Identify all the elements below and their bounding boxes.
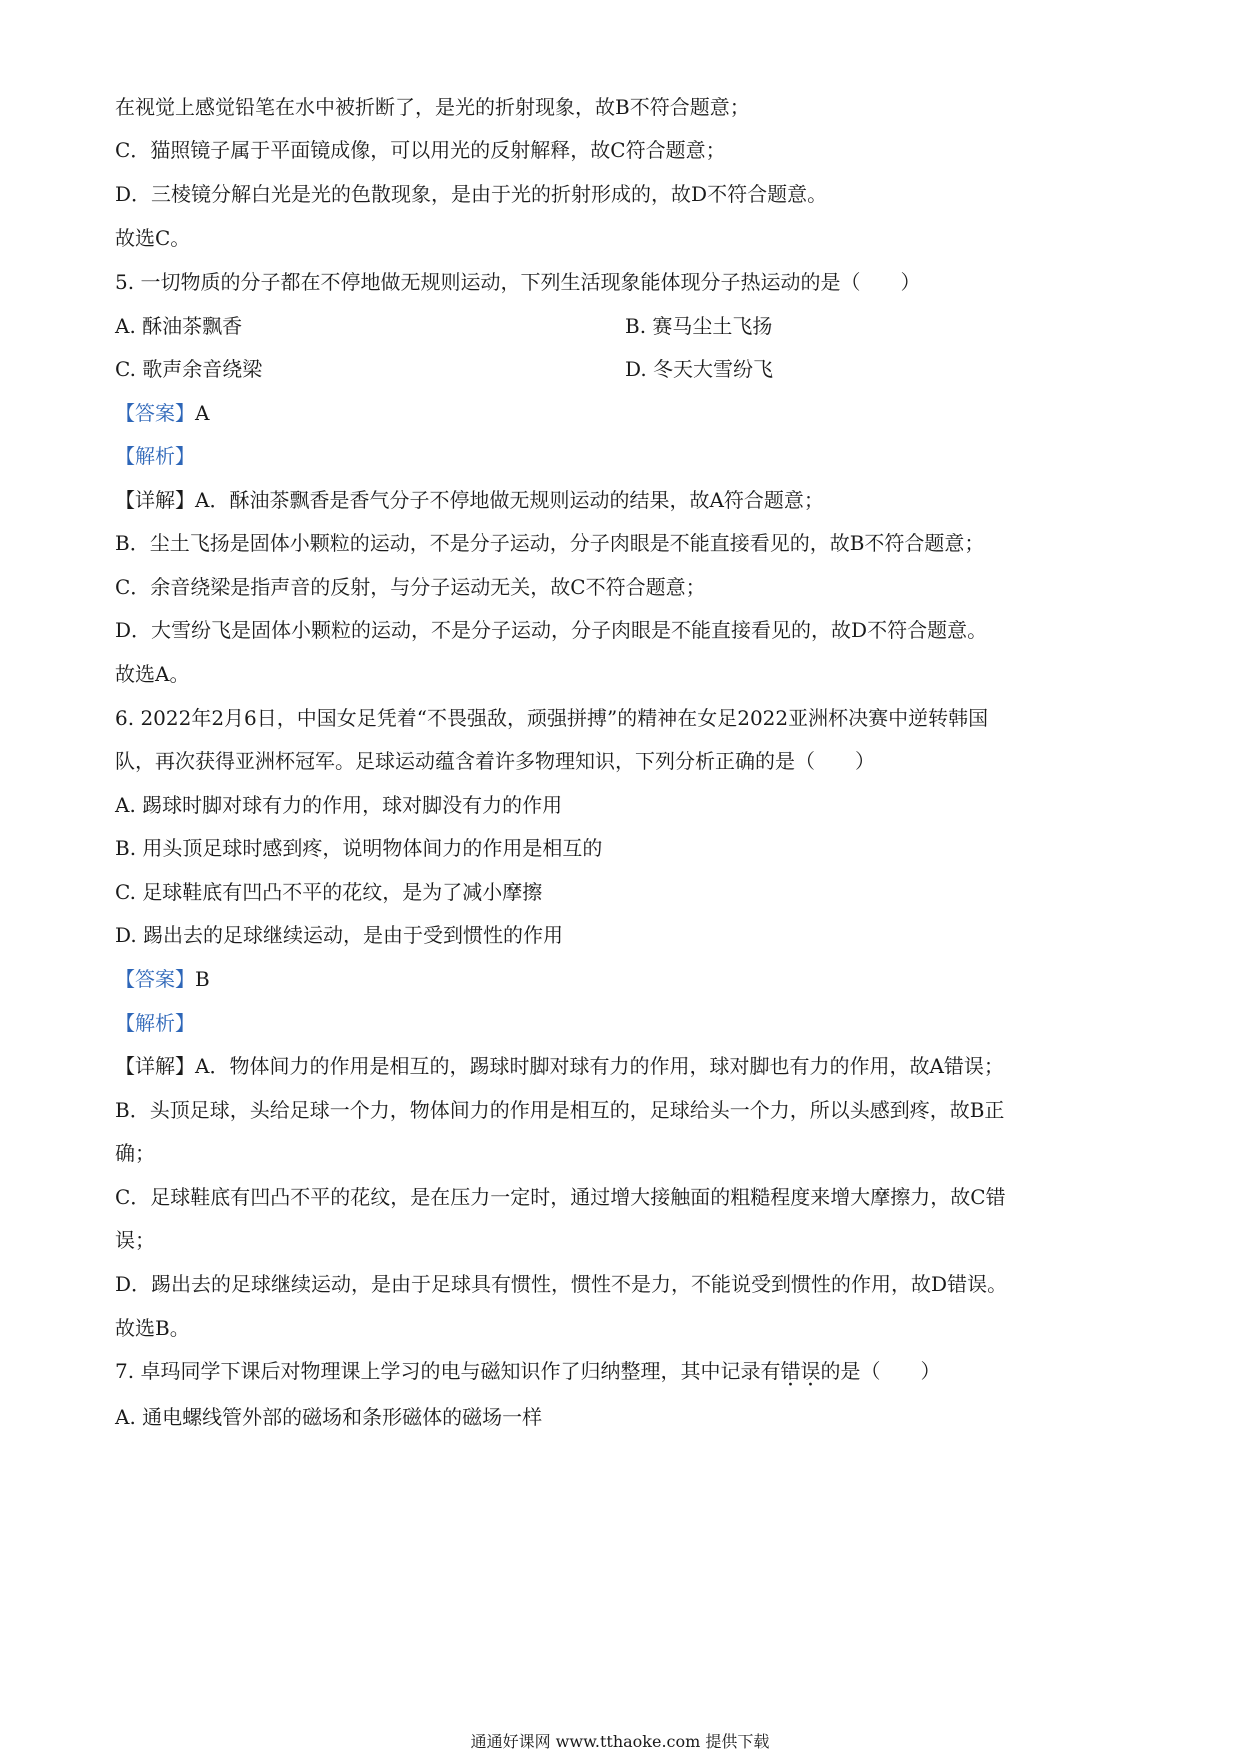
q7-stem-start: 7. 卓玛同学下课后对物理课上学习的电与磁知识作了归纳整理，其中记录有 xyxy=(115,1359,781,1383)
answer-value: B xyxy=(195,967,210,991)
q4-detail-b-continuation: 在视觉上感觉铅笔在水中被折断了，是光的折射现象，故B不符合题意； xyxy=(115,95,750,119)
q5-option-d: D. 冬天大雪纷飞 xyxy=(625,357,774,381)
emphasis-char: 错 xyxy=(780,1359,801,1383)
q5-detail-a xyxy=(115,485,1115,515)
q5-option-c: C. 歌声余音绕梁 xyxy=(115,357,263,381)
q5-detail-d: D．大雪纷飞是固体小颗粒的运动，不是分子运动，分子肉眼是不能直接看见的，故D不符合题意。 xyxy=(115,618,988,642)
q5-detail-b: B．尘土飞扬是固体小颗粒的运动，不是分子运动，分子肉眼是不能直接看见的，故B不符合题意； xyxy=(115,531,985,555)
q6-option-d: D. 踢出去的足球继续运动，是由于受到惯性的作用 xyxy=(115,923,564,947)
analysis-tag: 【解析】 xyxy=(115,1011,195,1035)
answer-tag: 【答案】 xyxy=(115,401,195,425)
q4-conclusion: 故选C。 xyxy=(115,226,191,250)
footer-credit: 通通好课网 www.tthaoke.com 提供下载 xyxy=(470,1732,770,1751)
q5-detail-c: C．余音绕梁是指声音的反射，与分子运动无关，故C不符合题意； xyxy=(115,575,706,599)
q6-detail-c-line-2: 误； xyxy=(115,1228,155,1252)
q6-detail-d: D．踢出去的足球继续运动，是由于足球具有惯性，惯性不是力，不能说受到惯性的作用，故D错误。 xyxy=(115,1272,1008,1296)
q7-stem-end: 的是（ ） xyxy=(820,1359,941,1383)
q7-option-a: A. 通电螺线管外部的磁场和条形磁体的磁场一样 xyxy=(115,1405,543,1429)
q6-option-b: B. 用头顶足球时感到疼，说明物体间力的作用是相互的 xyxy=(115,836,603,860)
q5-analysis xyxy=(115,441,1115,471)
q6-detail-a xyxy=(115,1051,1115,1081)
q6-analysis xyxy=(115,1008,1115,1038)
answer-value: A xyxy=(195,401,210,425)
answer-tag: 【答案】 xyxy=(115,967,195,991)
emphasis-char: 误 xyxy=(800,1359,821,1383)
q5-answer xyxy=(115,398,1115,428)
q6-option-a: A. 踢球时脚对球有力的作用，球对脚没有力的作用 xyxy=(115,793,563,817)
q6-detail-c-line-1: C．足球鞋底有凹凸不平的花纹，是在压力一定时，通过增大接触面的粗糙程度来增大摩擦力，故C错 xyxy=(115,1185,1006,1209)
detail-text: A．酥油茶飘香是香气分子不停地做无规则运动的结果，故A符合题意； xyxy=(195,488,824,512)
detail-tag: 【详解】 xyxy=(115,488,195,512)
q5-option-b: B. 赛马尘土飞扬 xyxy=(625,314,773,338)
q5-conclusion: 故选A。 xyxy=(115,662,190,686)
q6-stem-line-2: 队，再次获得亚洲杯冠军。足球运动蕴含着许多物理知识，下列分析正确的是（ ） xyxy=(115,749,875,773)
q5-option-a: A. 酥油茶飘香 xyxy=(115,314,243,338)
q6-answer xyxy=(115,964,1115,994)
q7-stem xyxy=(115,1356,1115,1386)
q6-detail-b-line-2: 确； xyxy=(115,1141,155,1165)
q4-detail-c: C．猫照镜子属于平面镜成像，可以用光的反射解释，故C符合题意； xyxy=(115,138,726,162)
q5-stem: 5. 一切物质的分子都在不停地做无规则运动，下列生活现象能体现分子热运动的是（ ） xyxy=(115,270,921,294)
q6-detail-b-line-1: B．头顶足球，头给足球一个力，物体间力的作用是相互的，足球给头一个力，所以头感到疼，故B正 xyxy=(115,1098,1005,1122)
detail-tag: 【详解】 xyxy=(115,1054,195,1078)
q6-conclusion: 故选B。 xyxy=(115,1316,190,1340)
analysis-tag: 【解析】 xyxy=(115,444,195,468)
q6-option-c: C. 足球鞋底有凹凸不平的花纹，是为了减小摩擦 xyxy=(115,880,543,904)
detail-text: A．物体间力的作用是相互的，踢球时脚对球有力的作用，球对脚也有力的作用，故A错误； xyxy=(195,1054,1004,1078)
q6-stem-line-1: 6. 2022年2月6日，中国女足凭着“不畏强敌，顽强拼搏”的精神在女足2022亚洲杯决赛中逆转韩国 xyxy=(115,706,989,730)
q4-detail-d: D．三棱镜分解白光是光的色散现象，是由于光的折射形成的，故D不符合题意。 xyxy=(115,182,828,206)
